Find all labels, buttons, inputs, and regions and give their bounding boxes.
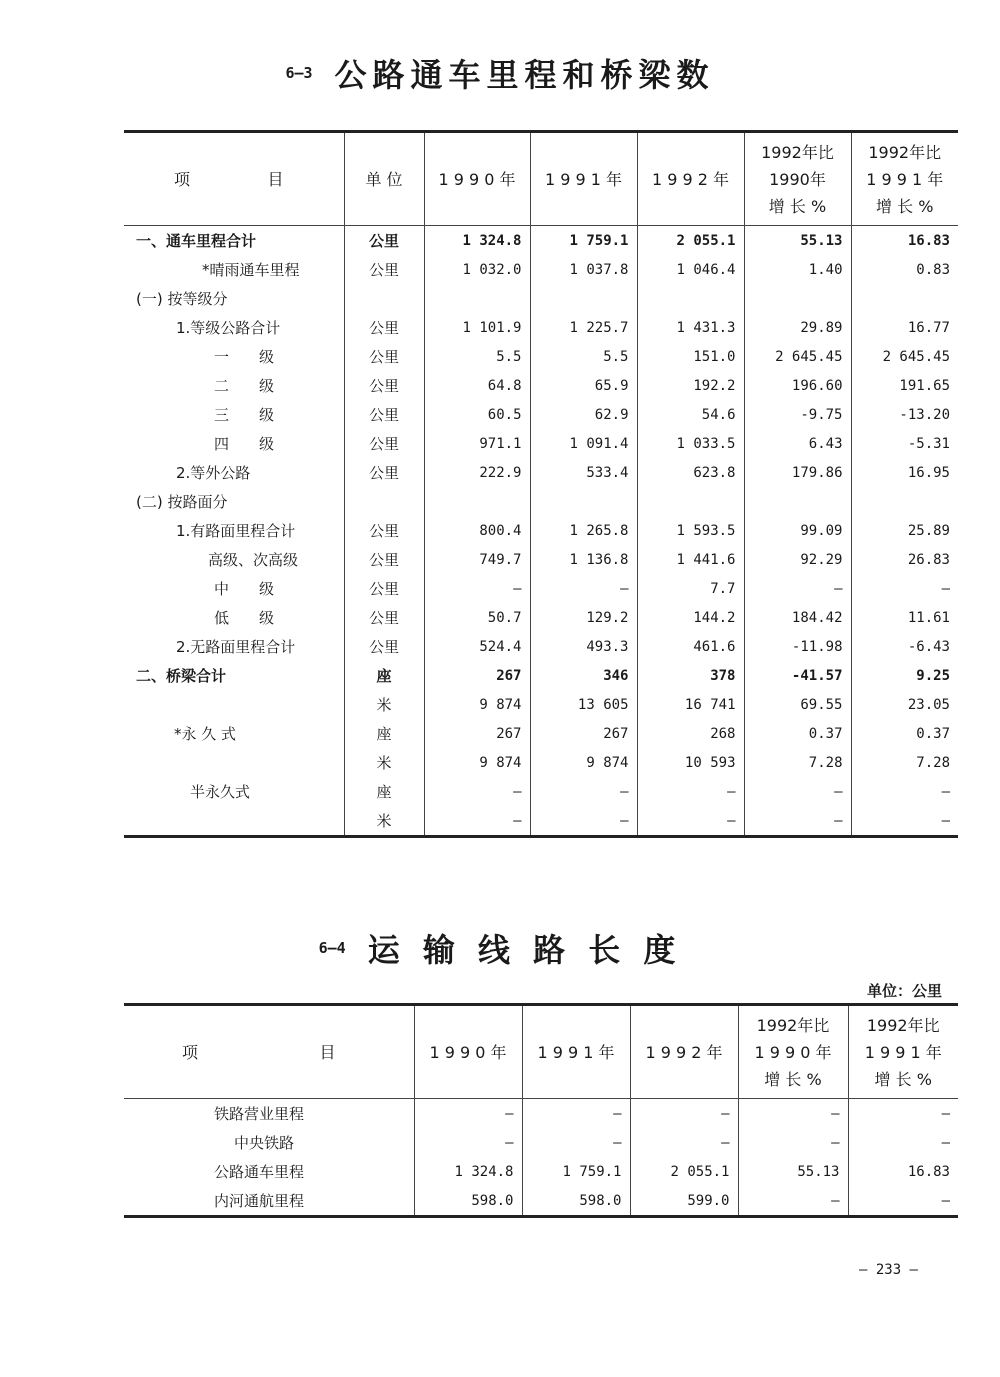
table-row xyxy=(124,516,958,545)
table-row xyxy=(124,690,958,719)
cell-1990 xyxy=(424,487,530,516)
cell-item: 半永久式 xyxy=(190,783,251,801)
cell-1990: 1 101.9 xyxy=(424,313,530,342)
table-row xyxy=(124,458,958,487)
table-row xyxy=(124,1157,958,1186)
cell-1990: 749.7 xyxy=(424,545,530,574)
t2-header-1991: 1 9 9 1 年 xyxy=(522,1005,630,1099)
table-row xyxy=(124,226,958,256)
cell-1990: 9 874 xyxy=(424,690,530,719)
cell-growth-1990: 2 645.45 xyxy=(744,342,851,371)
t2-header-cmp1991-l1: 1992年比 xyxy=(866,1015,940,1035)
cell-unit: 公里 xyxy=(344,516,424,545)
cell-1990: 800.4 xyxy=(424,516,530,545)
cell-growth-1990: 6.43 xyxy=(744,429,851,458)
table-row xyxy=(124,661,958,690)
cell-1990: 60.5 xyxy=(424,400,530,429)
cell-1992: 623.8 xyxy=(637,458,744,487)
cell-1991: 65.9 xyxy=(530,371,637,400)
table-row xyxy=(124,603,958,632)
table-row xyxy=(124,429,958,458)
t2-header-growth-vs-1991 xyxy=(848,1005,958,1099)
header-unit: 单 位 xyxy=(344,132,424,226)
table1-name: 公路通车里程和桥梁数 xyxy=(334,56,715,94)
cell-1990: 50.7 xyxy=(424,603,530,632)
table-row xyxy=(124,313,958,342)
cell-1992: — xyxy=(637,806,744,837)
cell-item: *永 久 式 xyxy=(174,725,237,743)
header-item-b: 目 xyxy=(267,169,284,189)
cell-item: 2.无路面里程合计 xyxy=(176,638,296,656)
cell-1991: — xyxy=(530,574,637,603)
cell-unit: 公里 xyxy=(344,255,424,284)
cell-growth-1990: — xyxy=(744,777,851,806)
cell-1990: 524.4 xyxy=(424,632,530,661)
header-cmp1990-l1: 1992年比 xyxy=(761,142,834,162)
cell-growth-1991: 9.25 xyxy=(851,661,958,690)
table-row xyxy=(124,632,958,661)
cell-growth-1990: -11.98 xyxy=(744,632,851,661)
cell-unit: 公里 xyxy=(344,371,424,400)
cell-item: 1.等级公路合计 xyxy=(176,319,281,337)
cell-growth-1991: 26.83 xyxy=(851,545,958,574)
cell-growth-1990: — xyxy=(744,574,851,603)
cell-growth-1991: -5.31 xyxy=(851,429,958,458)
cell-growth-1990: 184.42 xyxy=(744,603,851,632)
cell-1990: — xyxy=(414,1099,522,1129)
cell-1990: — xyxy=(424,574,530,603)
cell-growth-1990 xyxy=(744,487,851,516)
cell-1990: 267 xyxy=(424,661,530,690)
cell-unit: 米 xyxy=(344,690,424,719)
header-item xyxy=(124,132,344,226)
table-row xyxy=(124,777,958,806)
cell-1992: 192.2 xyxy=(637,371,744,400)
table-row xyxy=(124,342,958,371)
cell-1991: 1 759.1 xyxy=(522,1157,630,1186)
cell-unit: 公里 xyxy=(344,632,424,661)
header-growth-vs-1991 xyxy=(851,132,958,226)
cell-1991: 267 xyxy=(530,719,637,748)
cell-item: (一) 按等级分 xyxy=(136,290,228,308)
cell-growth-1991: 16.83 xyxy=(848,1157,958,1186)
cell-unit: 座 xyxy=(344,661,424,690)
cell-1992: 1 593.5 xyxy=(637,516,744,545)
cell-growth-1991: 25.89 xyxy=(851,516,958,545)
header-cmp1990-l3: 增 长 % xyxy=(768,196,827,216)
cell-growth-1990: — xyxy=(738,1186,848,1217)
cell-growth-1991: 16.95 xyxy=(851,458,958,487)
table-row xyxy=(124,574,958,603)
cell-unit: 公里 xyxy=(344,458,424,487)
header-cmp1991-l2: 1 9 9 1 年 xyxy=(866,169,944,189)
t2-header-cmp1990-l1: 1992年比 xyxy=(756,1015,830,1035)
cell-growth-1991: 0.83 xyxy=(851,255,958,284)
cell-item xyxy=(124,748,344,777)
cell-1991: 493.3 xyxy=(530,632,637,661)
cell-item: 高级、次高级 xyxy=(208,551,299,569)
cell-item: 一、通车里程合计 xyxy=(136,232,257,250)
cell-1990: 598.0 xyxy=(414,1186,522,1217)
cell-1991: 1 759.1 xyxy=(530,226,637,256)
table-row xyxy=(124,545,958,574)
cell-1991: 9 874 xyxy=(530,748,637,777)
highway-mileage-table xyxy=(124,130,958,838)
t2-header-growth-vs-1990 xyxy=(738,1005,848,1099)
header-1992: 1 9 9 2 年 xyxy=(637,132,744,226)
cell-1991: 346 xyxy=(530,661,637,690)
cell-1992: 268 xyxy=(637,719,744,748)
cell-1992: 2 055.1 xyxy=(630,1157,738,1186)
cell-item: 中央铁路 xyxy=(234,1134,295,1152)
cell-1991: 1 091.4 xyxy=(530,429,637,458)
cell-1991: 5.5 xyxy=(530,342,637,371)
cell-item: 二、桥梁合计 xyxy=(136,667,227,685)
cell-growth-1991: 16.77 xyxy=(851,313,958,342)
table-row xyxy=(124,284,958,313)
cell-unit: 公里 xyxy=(344,545,424,574)
table-row xyxy=(124,806,958,837)
cell-growth-1991: — xyxy=(851,806,958,837)
cell-growth-1990: 69.55 xyxy=(744,690,851,719)
cell-1992: 461.6 xyxy=(637,632,744,661)
cell-unit: 公里 xyxy=(344,342,424,371)
t2-header-cmp1990-l3: 增 长 % xyxy=(764,1069,822,1089)
cell-growth-1990: 92.29 xyxy=(744,545,851,574)
cell-unit xyxy=(344,284,424,313)
table-row xyxy=(124,1099,958,1129)
cell-1990: 267 xyxy=(424,719,530,748)
t2-header-item-b: 目 xyxy=(319,1042,336,1062)
table-row xyxy=(124,1128,958,1157)
table-row xyxy=(124,719,958,748)
t2-header-cmp1991-l3: 增 长 % xyxy=(874,1069,932,1089)
cell-item: 1.有路面里程合计 xyxy=(176,522,296,540)
cell-1990: — xyxy=(424,806,530,837)
cell-item xyxy=(124,806,344,837)
cell-growth-1991: 2 645.45 xyxy=(851,342,958,371)
cell-1992: 599.0 xyxy=(630,1186,738,1217)
cell-item: 二 级 xyxy=(214,377,275,395)
header-growth-vs-1990 xyxy=(744,132,851,226)
header-1990: 1 9 9 0 年 xyxy=(424,132,530,226)
cell-1990 xyxy=(424,284,530,313)
cell-1992: 151.0 xyxy=(637,342,744,371)
cell-1990: — xyxy=(414,1128,522,1157)
cell-item: 2.等外公路 xyxy=(176,464,251,482)
cell-growth-1990: 1.40 xyxy=(744,255,851,284)
page-number: — 233 — xyxy=(858,1262,918,1278)
cell-1990: 971.1 xyxy=(424,429,530,458)
cell-1992: 1 033.5 xyxy=(637,429,744,458)
cell-growth-1991: 16.83 xyxy=(851,226,958,256)
table2-unit-note: 单位：公里 xyxy=(866,982,942,1000)
cell-1992: 144.2 xyxy=(637,603,744,632)
cell-growth-1991 xyxy=(851,284,958,313)
cell-1992: 54.6 xyxy=(637,400,744,429)
cell-item: 一 级 xyxy=(214,348,275,366)
cell-1992: — xyxy=(630,1128,738,1157)
t2-header-cmp1991-l2: 1 9 9 1 年 xyxy=(864,1042,942,1062)
cell-1991: 1 136.8 xyxy=(530,545,637,574)
cell-growth-1991: 191.65 xyxy=(851,371,958,400)
table-row xyxy=(124,400,958,429)
cell-growth-1991 xyxy=(851,487,958,516)
cell-growth-1990: — xyxy=(744,806,851,837)
t2-header-1990: 1 9 9 0 年 xyxy=(414,1005,522,1099)
cell-1991: 1 225.7 xyxy=(530,313,637,342)
cell-growth-1990: 196.60 xyxy=(744,371,851,400)
table2-title xyxy=(0,925,1000,971)
cell-growth-1990: — xyxy=(738,1099,848,1129)
transport-routes-table xyxy=(124,1003,958,1218)
cell-1990: 64.8 xyxy=(424,371,530,400)
cell-1991 xyxy=(530,284,637,313)
table-row xyxy=(124,255,958,284)
cell-1992: 1 046.4 xyxy=(637,255,744,284)
cell-growth-1990: 55.13 xyxy=(738,1157,848,1186)
cell-unit: 公里 xyxy=(344,313,424,342)
cell-1991: 13 605 xyxy=(530,690,637,719)
cell-1991: 129.2 xyxy=(530,603,637,632)
cell-1991: 533.4 xyxy=(530,458,637,487)
cell-growth-1990: — xyxy=(738,1128,848,1157)
cell-1990: 5.5 xyxy=(424,342,530,371)
cell-growth-1991: 7.28 xyxy=(851,748,958,777)
cell-item: 三 级 xyxy=(214,406,275,424)
cell-growth-1990: 0.37 xyxy=(744,719,851,748)
header-cmp1991-l3: 增 长 % xyxy=(876,196,934,216)
cell-unit: 座 xyxy=(344,777,424,806)
table1-number: 6—3 xyxy=(285,64,313,82)
cell-1992: 378 xyxy=(637,661,744,690)
cell-unit: 公里 xyxy=(344,226,424,256)
cell-1991: 1 037.8 xyxy=(530,255,637,284)
cell-growth-1991: — xyxy=(851,777,958,806)
cell-1992: 16 741 xyxy=(637,690,744,719)
cell-1990: — xyxy=(424,777,530,806)
table2-name: 运 输 线 路 长 度 xyxy=(367,931,682,969)
cell-unit: 座 xyxy=(344,719,424,748)
cell-growth-1990 xyxy=(744,284,851,313)
cell-1990: 1 032.0 xyxy=(424,255,530,284)
cell-unit: 米 xyxy=(344,748,424,777)
cell-1992 xyxy=(637,284,744,313)
table2-number: 6—4 xyxy=(318,939,346,957)
cell-growth-1990: 179.86 xyxy=(744,458,851,487)
cell-item: 中 级 xyxy=(214,580,275,598)
cell-1992: 1 441.6 xyxy=(637,545,744,574)
cell-1990: 1 324.8 xyxy=(424,226,530,256)
table1-title xyxy=(0,50,1000,96)
cell-1992: — xyxy=(637,777,744,806)
cell-growth-1991: — xyxy=(848,1186,958,1217)
table-row xyxy=(124,748,958,777)
table-row xyxy=(124,487,958,516)
cell-item: 公路通车里程 xyxy=(214,1163,305,1181)
cell-1990: 1 324.8 xyxy=(414,1157,522,1186)
cell-1992 xyxy=(637,487,744,516)
cell-growth-1990: 29.89 xyxy=(744,313,851,342)
cell-item: 四 级 xyxy=(214,435,275,453)
cell-growth-1990: -9.75 xyxy=(744,400,851,429)
cell-unit xyxy=(344,487,424,516)
cell-growth-1990: 7.28 xyxy=(744,748,851,777)
cell-item: 铁路营业里程 xyxy=(214,1105,305,1123)
cell-unit: 公里 xyxy=(344,429,424,458)
cell-growth-1991: 0.37 xyxy=(851,719,958,748)
cell-unit: 米 xyxy=(344,806,424,837)
cell-item xyxy=(124,690,344,719)
cell-growth-1991: — xyxy=(851,574,958,603)
cell-1991: 1 265.8 xyxy=(530,516,637,545)
cell-1991: 62.9 xyxy=(530,400,637,429)
cell-growth-1991: — xyxy=(848,1099,958,1129)
header-cmp1990-l2: 1990年 xyxy=(769,169,826,189)
cell-1992: — xyxy=(630,1099,738,1129)
cell-growth-1991: — xyxy=(848,1128,958,1157)
cell-growth-1991: 11.61 xyxy=(851,603,958,632)
cell-item: 低 级 xyxy=(214,609,275,627)
cell-growth-1990: 55.13 xyxy=(744,226,851,256)
cell-1990: 222.9 xyxy=(424,458,530,487)
cell-growth-1991: -6.43 xyxy=(851,632,958,661)
t2-header-cmp1990-l2: 1 9 9 0 年 xyxy=(754,1042,832,1062)
table1-header-row xyxy=(124,132,958,226)
cell-1991: — xyxy=(522,1099,630,1129)
cell-unit: 公里 xyxy=(344,400,424,429)
t2-header-1992: 1 9 9 2 年 xyxy=(630,1005,738,1099)
header-cmp1991-l1: 1992年比 xyxy=(868,142,942,162)
cell-unit: 公里 xyxy=(344,574,424,603)
cell-unit: 公里 xyxy=(344,603,424,632)
header-item-a: 项 xyxy=(174,169,191,189)
t2-header-item xyxy=(124,1005,414,1099)
cell-1992: 1 431.3 xyxy=(637,313,744,342)
table2-header-row xyxy=(124,1005,958,1099)
cell-item: (二) 按路面分 xyxy=(136,493,228,511)
t2-header-item-a: 项 xyxy=(182,1042,199,1062)
cell-item: 内河通航里程 xyxy=(214,1192,305,1210)
table-row xyxy=(124,371,958,400)
cell-1992: 2 055.1 xyxy=(637,226,744,256)
cell-item: *晴雨通车里程 xyxy=(202,261,300,279)
cell-1990: 9 874 xyxy=(424,748,530,777)
cell-1992: 7.7 xyxy=(637,574,744,603)
cell-growth-1990: 99.09 xyxy=(744,516,851,545)
header-1991: 1 9 9 1 年 xyxy=(530,132,637,226)
cell-1991: — xyxy=(530,777,637,806)
cell-growth-1990: -41.57 xyxy=(744,661,851,690)
cell-growth-1991: 23.05 xyxy=(851,690,958,719)
cell-1992: 10 593 xyxy=(637,748,744,777)
cell-growth-1991: -13.20 xyxy=(851,400,958,429)
cell-1991: — xyxy=(530,806,637,837)
table-row xyxy=(124,1186,958,1217)
cell-1991 xyxy=(530,487,637,516)
cell-1991: 598.0 xyxy=(522,1186,630,1217)
cell-1991: — xyxy=(522,1128,630,1157)
